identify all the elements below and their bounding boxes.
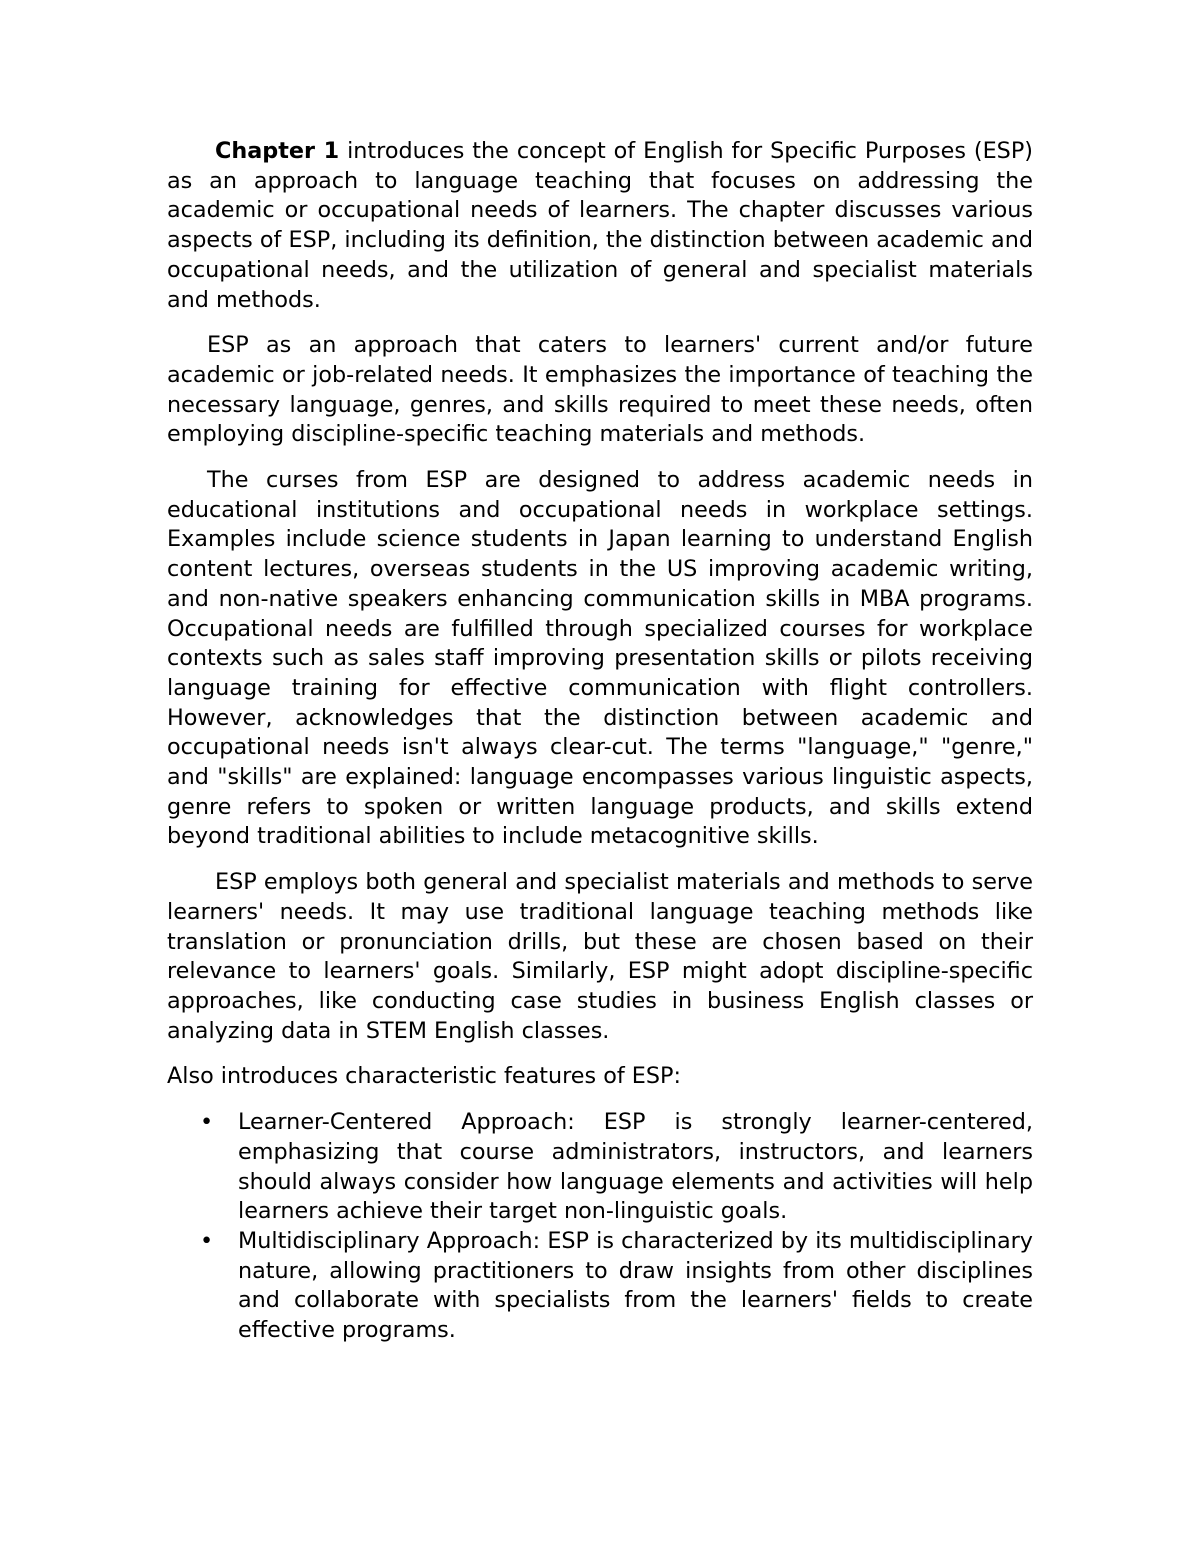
- paragraph-materials-methods: ESP employs both general and specialist materials and methods to serve learners' needs. It may use traditional language teaching methods like translation or pronunciation drills, but these are chosen based on their relevance to learners' goals. Similarly, ESP might adopt discipline-specific approaches, like conducting case studies in business English classes or analyzing data in STEM English classes.: [167, 869, 1033, 1044]
- bullet-icon: •: [200, 1109, 214, 1136]
- list-item-text: Multidisciplinary Approach: ESP is characterized by its multidisciplinary nature, allowing practitioners to draw insights from other disciplines and collaborate with specialists from the learners' fields to create effective programs.: [238, 1227, 1033, 1344]
- paragraph-intro-text: introduces the concept of English for Specific Purposes (ESP) as an approach to language teaching that focuses on addressing the academic or occupational needs of learners. The chapter discusses various aspects of ESP, including its definition, the distinction between academic and occupational needs, and the utilization of general and specialist materials and methods.: [167, 138, 1033, 313]
- document-body: [167, 137, 1033, 1346]
- paragraph-esp-approach: ESP as an approach that caters to learners' current and/or future academic or job-related needs. It emphasizes the importance of teaching the necessary language, genres, and skills required to meet these needs, often employing discipline-specific teaching materials and methods.: [167, 332, 1033, 448]
- list-item-text: Learner-Centered Approach: ESP is strongly learner-centered, emphasizing that course administrators, instructors, and learners should always consider how language elements and activities will help learners achieve their target non-linguistic goals.: [238, 1109, 1033, 1225]
- paragraph-features-intro: Also introduces characteristic features of ESP:: [167, 1063, 681, 1090]
- paragraph-intro: [167, 137, 1033, 315]
- features-list: [167, 1108, 1033, 1346]
- chapter-heading: Chapter 1: [215, 138, 340, 164]
- paragraph-esp-courses: The curses from ESP are designed to address academic needs in educational institutions and occupational needs in workplace settings. Examples include science students in Japan learning to understand English content lectures, overseas students in the US improving academic writing, and non-native speakers enhancing communication skills in MBA programs. Occupational needs are fulfilled through specialized courses for workplace contexts such as sales staff improving presentation skills or pilots receiving language training for effective communication with flight controllers. However, acknowledges that the distinction between academic and occupational needs isn't always clear-cut. The terms "language," "genre," and "skills" are explained: language encompasses various linguistic aspects, genre refers to spoken or written language products, and skills extend beyond traditional abilities to include metacognitive skills.: [167, 467, 1033, 850]
- list-item: [167, 1108, 1033, 1227]
- list-item: [167, 1227, 1033, 1346]
- bullet-icon: •: [200, 1227, 214, 1254]
